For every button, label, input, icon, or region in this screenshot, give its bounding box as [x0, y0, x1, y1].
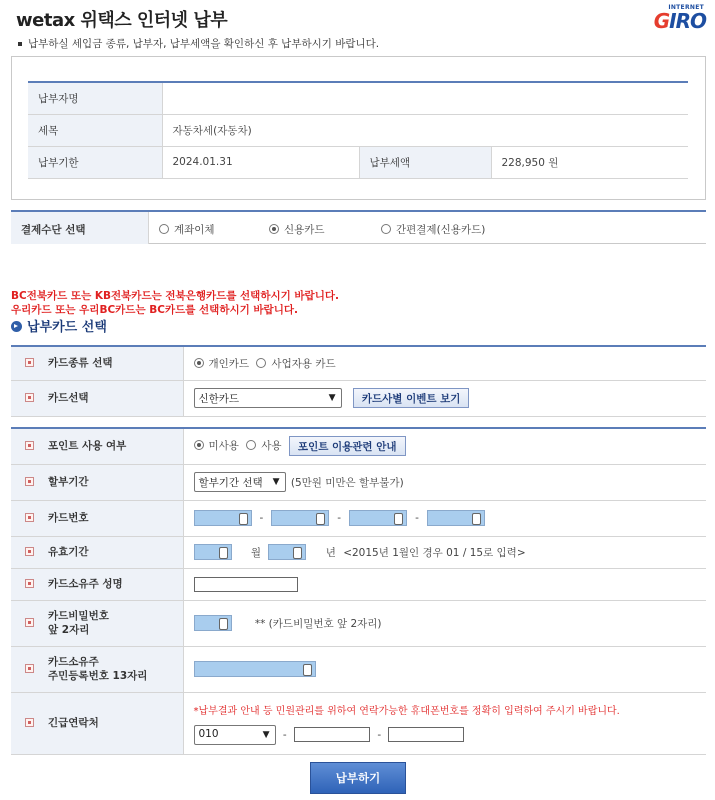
- card-number-input-4[interactable]: [427, 510, 485, 526]
- expiry-month-input[interactable]: [194, 544, 232, 560]
- contact-cell: *납부결과 안내 등 민원관리를 위하여 연락가능한 휴대폰번호를 정확히 입력하여 주시기 바랍니다. 010 ▼ - -: [183, 692, 706, 754]
- due-label: 납부기한: [28, 146, 162, 178]
- summary-row-due: [28, 146, 688, 178]
- page-header: [14, 4, 704, 34]
- installment-cell: [183, 464, 706, 500]
- bullet-icon: [25, 547, 34, 556]
- password-label-cell: 카드비밀번호 앞 2자리: [11, 600, 183, 646]
- payment-option-card[interactable]: 신용카드: [269, 222, 325, 237]
- card-number-input-3[interactable]: [349, 510, 407, 526]
- expiry-year-input[interactable]: [268, 544, 306, 560]
- row-points: [11, 428, 706, 464]
- card-type-label-cell: 카드종류 선택: [11, 346, 183, 380]
- item-label: 세목: [28, 114, 162, 146]
- installment-note: (5만원 미만은 할부불가): [290, 476, 404, 489]
- installment-dropdown[interactable]: 할부기간 선택 ▼: [194, 472, 286, 492]
- points-info-button[interactable]: 포인트 이용관련 안내: [289, 436, 406, 456]
- card-type-options: [183, 346, 706, 380]
- owner-name-input[interactable]: [194, 577, 298, 592]
- bullet-icon: [25, 618, 34, 627]
- password-cell: [183, 600, 706, 646]
- rrn-input[interactable]: [194, 661, 316, 677]
- chevron-down-icon: ▼: [328, 393, 336, 403]
- bullet-icon: [25, 664, 34, 673]
- page-title: wetax 위택스 인터넷 납부: [16, 10, 228, 31]
- points-yes[interactable]: 사용: [246, 440, 281, 452]
- points-label-cell: 포인트 사용 여부: [11, 428, 183, 464]
- amount-value: 228,950 원: [491, 146, 688, 178]
- payment-method-label: 결제수단 선택: [11, 212, 149, 244]
- contact-prefix-dropdown[interactable]: 010 ▼: [194, 725, 276, 745]
- rrn-cell: [183, 646, 706, 692]
- amount-label: 납부세액: [359, 146, 491, 178]
- card-number-input-2[interactable]: [271, 510, 329, 526]
- summary-table: [28, 81, 688, 179]
- row-expiry: [11, 536, 706, 568]
- card-number-cell: - - -: [183, 500, 706, 536]
- radio-checked-icon[interactable]: [194, 440, 204, 450]
- bullet-icon: [25, 358, 34, 367]
- summary-box: [11, 56, 706, 200]
- warning-line-2: 우리카드 또는 우리BC카드는 BC카드를 선택하시기 바랍니다.: [11, 304, 298, 316]
- warning-line-1: BC전북카드 또는 KB전북카드는 전북은행카드를 선택하시기 바랍니다.: [11, 290, 339, 302]
- card-select-table: [11, 345, 706, 417]
- notice-text: 납부하실 세입금 종류, 납부자, 납부세액을 확인하신 후 납부하시기 바랍니다.: [18, 36, 379, 51]
- radio-icon[interactable]: [159, 224, 169, 234]
- radio-icon[interactable]: [381, 224, 391, 234]
- owner-name-cell: [183, 568, 706, 600]
- payment-option-transfer[interactable]: 계좌이체: [159, 222, 215, 237]
- bullet-icon: [25, 393, 34, 402]
- card-type-business[interactable]: 사업자용 카드: [256, 358, 335, 370]
- expiry-label-cell: 유효기간: [11, 536, 183, 568]
- card-select-dropdown[interactable]: 신한카드 ▼: [194, 388, 342, 408]
- expiry-month-unit: 월: [250, 546, 261, 559]
- summary-row-item: [28, 114, 688, 146]
- password-input[interactable]: [194, 615, 232, 631]
- radio-icon[interactable]: [256, 358, 266, 368]
- bullet-icon: [25, 718, 34, 727]
- chevron-down-icon: ▼: [262, 729, 270, 740]
- row-rrn: [11, 646, 706, 692]
- row-installment: [11, 464, 706, 500]
- giro-logo: [636, 4, 706, 33]
- due-value: 2024.01.31: [162, 146, 359, 178]
- chevron-down-icon: ▼: [272, 477, 280, 487]
- card-select-label-cell: 카드선택: [11, 380, 183, 416]
- contact-middle-input[interactable]: [294, 727, 370, 742]
- payer-label: 납부자명: [28, 82, 162, 114]
- radio-icon[interactable]: [246, 440, 256, 450]
- row-password: [11, 600, 706, 646]
- bullet-icon: [25, 477, 34, 486]
- card-select-cell: [183, 380, 706, 416]
- card-number-label-cell: 카드번호: [11, 500, 183, 536]
- card-number-input-1[interactable]: [194, 510, 252, 526]
- row-contact: [11, 692, 706, 754]
- row-card-type: [11, 346, 706, 380]
- logo-text: GIRO: [653, 9, 706, 33]
- payment-method-row: [11, 210, 706, 244]
- card-type-personal[interactable]: 개인카드: [194, 358, 250, 370]
- points-no[interactable]: 미사용: [194, 440, 239, 452]
- password-note: ** (카드비밀번호 앞 2자리): [254, 617, 382, 630]
- radio-checked-icon[interactable]: [194, 358, 204, 368]
- expiry-year-unit: 년: [325, 546, 336, 559]
- logo-small-text: INTERNET: [668, 4, 704, 11]
- owner-name-label-cell: 카드소유주 성명: [11, 568, 183, 600]
- contact-label-cell: 긴급연락처: [11, 692, 183, 754]
- rrn-label-cell: 카드소유주 주민등록번호 13자리: [11, 646, 183, 692]
- item-value: 자동차세(자동차): [162, 114, 688, 146]
- row-owner-name: [11, 568, 706, 600]
- points-cell: [183, 428, 706, 464]
- bullet-icon: [25, 579, 34, 588]
- expiry-note: <2015년 1월인 경우 01 / 15로 입력>: [343, 546, 526, 559]
- bullet-icon: [18, 42, 22, 46]
- card-event-button[interactable]: 카드사별 이벤트 보기: [353, 388, 470, 408]
- radio-checked-icon[interactable]: [269, 224, 279, 234]
- card-info-table: [11, 427, 706, 755]
- row-card-select: [11, 380, 706, 416]
- submit-button[interactable]: 납부하기: [310, 762, 406, 794]
- row-card-number: [11, 500, 706, 536]
- payer-value: [162, 82, 688, 114]
- contact-note: *납부결과 안내 등 민원관리를 위하여 연락가능한 휴대폰번호를 정확히 입력하여 주시기 바랍니다.: [193, 705, 620, 717]
- expiry-cell: [183, 536, 706, 568]
- section-title: 납부카드 선택: [11, 316, 107, 335]
- summary-row-payer: [28, 82, 688, 114]
- contact-last-input[interactable]: [388, 727, 464, 742]
- installment-label-cell: 할부기간: [11, 464, 183, 500]
- payment-option-easy-pay[interactable]: 간편결제(신용카드): [381, 222, 485, 237]
- bullet-icon: [25, 513, 34, 522]
- arrow-circle-icon: [11, 321, 22, 332]
- bullet-icon: [25, 441, 34, 450]
